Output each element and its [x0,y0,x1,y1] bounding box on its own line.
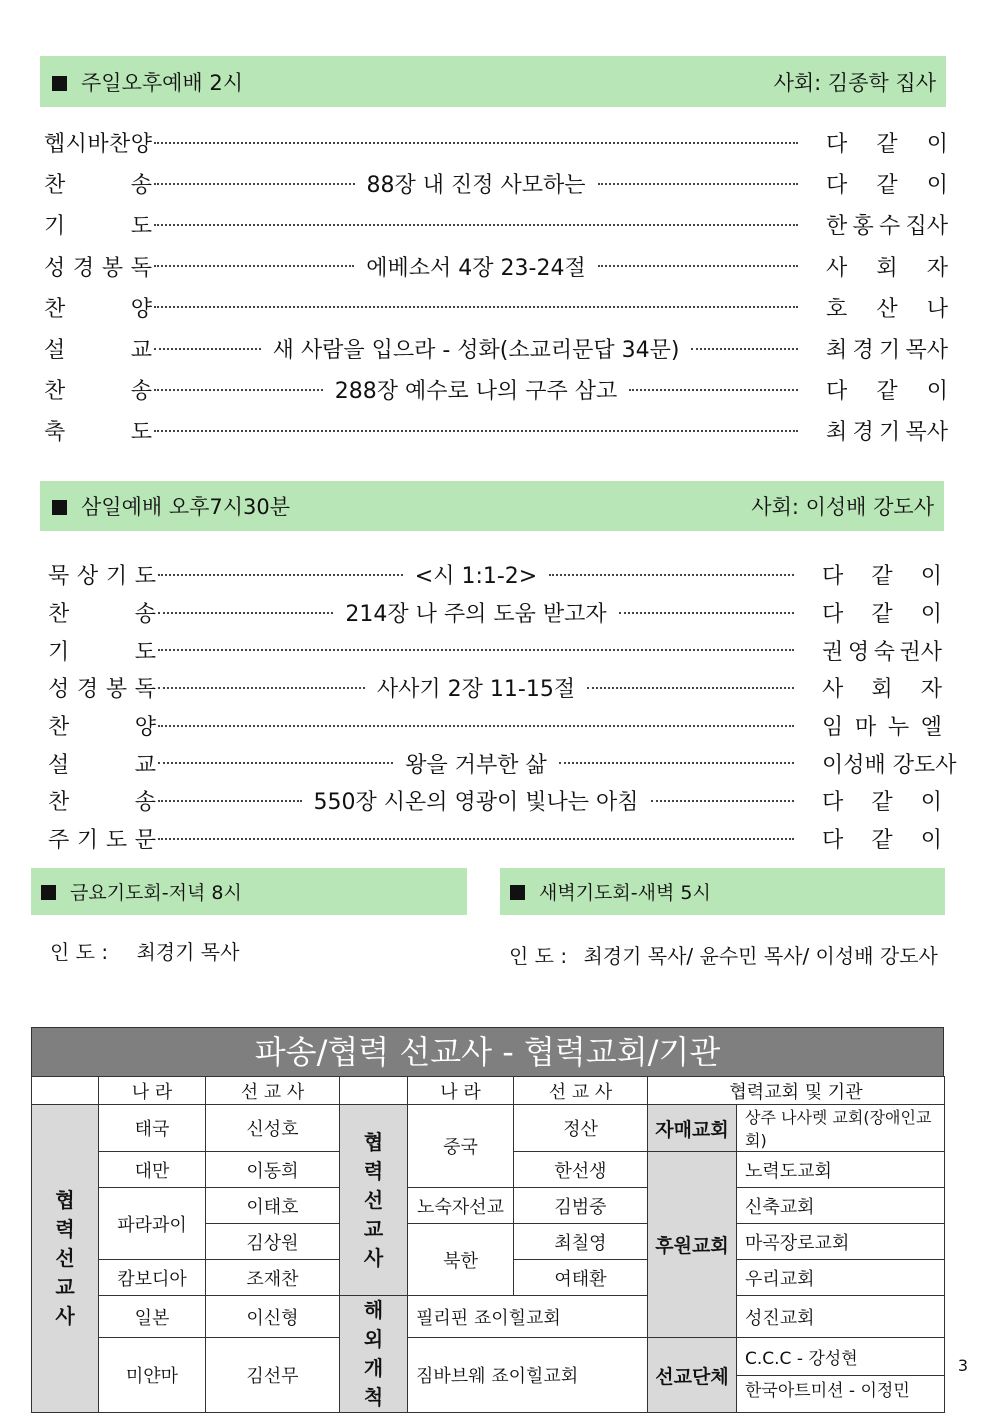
order-row [48,594,942,632]
label-char: 설 [48,752,70,778]
label-char: 찬 [44,296,66,322]
header-country-2: 나 라 [408,1077,514,1105]
person-char: 산 [876,296,898,322]
left-missionary: 이태호 [206,1188,340,1224]
order-item-detail: 왕을 거부한 삶 [405,752,547,778]
leader-dots [158,725,794,727]
person-char: 사 [826,255,848,281]
order-item-person [800,292,948,323]
order-item-label [48,597,156,628]
order-row [48,820,942,858]
person-char: 권 [822,639,844,665]
overseas-group-label [340,1296,408,1413]
square-bullet-icon [52,500,67,515]
sister-church-label: 자매교회 [648,1105,737,1152]
header-missionary: 선 교 사 [206,1077,340,1105]
dawn-leader [509,940,938,969]
label-char: 찬 [44,173,66,199]
person-char: 기 [878,338,901,364]
label-char: 시 [65,132,87,158]
label-char: 기 [48,639,70,665]
person-char: 다 [822,602,844,628]
person-char: 한 [826,214,848,240]
person-char: 회 [876,255,898,281]
mid-country: 북한 [408,1224,514,1296]
label-char: 주 [48,828,70,854]
person-char: 같 [876,132,898,158]
order-item-person [800,127,948,158]
order-item-detail: 214장 나 주의 도움 받고자 [345,602,607,628]
overseas-church: 짐바브웨 죠이힐교회 [408,1338,648,1413]
order-item-person [796,672,942,703]
friday-prayer-title: 금요기도회-저녁 8시 [70,882,242,904]
order-item-label [44,209,152,240]
mid-country: 중국 [408,1105,514,1188]
left-missionary: 김상원 [206,1224,340,1260]
order-item-person [800,168,948,199]
order-item-person [796,635,942,666]
square-bullet-icon [510,885,525,900]
order-item-person [800,333,948,364]
label-char: 설 [44,338,66,364]
label-char: 양 [130,296,152,322]
person-char: 영 [847,639,870,665]
missions-grid [31,1076,945,1413]
order-item-label [44,374,152,405]
order-item-detail: 288장 예수로 나의 구주 삼고 [334,379,618,405]
leader-dots [598,265,798,267]
mid-group-label [340,1105,408,1296]
order-item-detail: 새 사람을 입으라 - 성화(소교리문답 34문) [272,338,680,364]
order-item-label [44,415,152,446]
order-row [48,669,942,707]
order-item-person [796,785,942,816]
vertical-char: 선 [55,1246,75,1270]
leader-dots [154,142,798,144]
dawn-prayer-title: 새벽기도회-새벽 5시 [539,882,711,904]
sunday-service-host: 사회: 김종학 집사 [773,70,936,95]
leader-dots [158,762,393,764]
person-char: 마 [854,715,877,741]
person-char: 기 [878,420,901,446]
square-bullet-icon [52,76,67,91]
leader-dots [158,649,794,651]
person-char: 숙 [873,639,895,665]
person-char: 홍 [852,214,874,240]
support-church: 노력도교회 [737,1152,945,1188]
person-char: 다 [826,132,848,158]
label-char: 찬 [44,379,66,405]
person-char: 다 [822,564,844,590]
label-char: 교 [130,338,152,364]
order-row [48,631,942,669]
order-item-label [44,127,152,158]
leader-dots [154,183,355,185]
order-row [44,328,948,369]
vertical-char: 선 [363,1187,384,1212]
label-char: 상 [76,564,99,590]
header-country: 나 라 [99,1077,206,1105]
leader-dots [691,348,798,350]
person-char: 이 [926,379,948,405]
person-char: 이성배 강도사 [822,752,957,778]
mid-missionary: 최칠영 [514,1224,648,1260]
person-char: 나 [926,296,948,322]
order-row [48,556,942,594]
person-char: 이 [920,602,942,628]
label-char: 송 [130,379,152,405]
support-church: 성진교회 [737,1296,945,1338]
leader-dots [651,800,795,802]
vertical-char: 교 [363,1216,384,1241]
leader-dots [154,430,798,432]
label-char: 도 [134,639,156,665]
mid-missionary: 김범중 [514,1188,648,1224]
leader-dots [158,687,365,689]
label-char: 송 [130,173,152,199]
person-char: 같 [876,379,898,405]
wednesday-service-header [40,481,944,531]
leader-dots [549,574,794,576]
sunday-order-list [44,122,948,452]
label-char: 송 [134,790,156,816]
label-char: 기 [44,214,66,240]
order-row [44,204,948,245]
person-char: 이 [920,790,942,816]
person-char: 목사 [905,338,948,364]
person-char: 경 [852,420,874,446]
order-item-detail: <시 1:1-2> [414,564,538,590]
leader-dots [619,612,794,614]
friday-leader-name: 최경기 목사 [136,940,240,964]
vertical-char: 사 [363,1245,384,1270]
dawn-prayer-header [500,868,945,915]
person-char: 자 [920,677,942,703]
order-item-person [796,823,942,854]
left-group-label [32,1105,99,1413]
label-char: 찬 [48,602,70,628]
left-country: 미얀마 [99,1338,206,1413]
vertical-char: 해 [363,1298,384,1322]
vertical-char: 교 [55,1275,75,1299]
label-char: 봉 [105,677,128,703]
order-row [44,369,948,410]
leader-dots [154,389,323,391]
label-char: 헵 [44,132,66,158]
mission-orgs [737,1338,945,1413]
person-char: 회 [871,677,893,703]
label-char: 독 [130,255,152,281]
label-char: 봉 [101,255,124,281]
person-char: 누 [887,715,910,741]
mission-org: 한국아트미션 - 이정민 [745,1380,910,1401]
order-item-label [44,333,152,364]
person-char: 다 [822,828,844,854]
label-char: 찬 [48,790,70,816]
leader-dots [154,265,354,267]
leader-dots [629,389,798,391]
vertical-group-text [32,1186,98,1331]
order-item-label [48,672,156,703]
order-item-label [48,785,156,816]
left-country: 캄보디아 [99,1260,206,1296]
leader-dots [587,687,794,689]
sunday-service-title: 주일오후예배 2시 [81,70,244,95]
order-item-detail: 사사기 2장 11-15절 [376,677,576,703]
order-item-detail: 에베소서 4장 23-24절 [366,255,586,281]
order-item-label [48,559,156,590]
leader-dots [158,800,302,802]
leader-dots [598,183,799,185]
order-row [44,246,948,287]
left-country: 일본 [99,1296,206,1338]
left-missionary: 김선무 [206,1338,340,1413]
person-char: 같 [871,828,893,854]
dawn-leader-name: 최경기 목사/ 윤수민 목사/ 이성배 강도사 [583,944,938,968]
vertical-group-text [340,1296,407,1412]
label-char: 경 [72,255,95,281]
label-char: 양 [130,132,152,158]
person-char: 같 [876,173,898,199]
person-char: 임 [822,715,844,741]
overseas-church: 필리핀 죠이힐교회 [408,1296,648,1338]
person-char: 이 [920,564,942,590]
square-bullet-icon [41,885,56,900]
friday-prayer-header [31,868,467,915]
label-char: 기 [105,564,128,590]
sunday-service-header [40,56,946,107]
person-char: 사 [822,677,844,703]
leader-dots [158,574,403,576]
page-number: 3 [957,1356,968,1375]
label-char: 독 [134,677,156,703]
person-char: 목사 [905,420,948,446]
order-row [44,122,948,163]
mid-missionary: 한선생 [514,1152,648,1188]
person-char: 같 [871,790,893,816]
support-church: 마곡장로교회 [737,1224,945,1260]
person-char: 호 [826,296,848,322]
left-missionary: 조재찬 [206,1260,340,1296]
support-church: 신축교회 [737,1188,945,1224]
person-char: 같 [871,564,893,590]
vertical-char: 협 [55,1188,75,1212]
left-missionary: 이신형 [206,1296,340,1338]
vertical-char: 외 [363,1327,384,1351]
wednesday-service-title: 삼일예배 오후7시30분 [81,495,291,519]
order-row [44,163,948,204]
mid-missionary: 정산 [514,1105,648,1152]
leader-dots [559,762,794,764]
vertical-group-text [340,1128,407,1273]
leader-dots [154,348,261,350]
order-item-person [800,209,948,240]
order-item-detail: 550장 시온의 영광이 빛나는 아침 [313,790,639,816]
person-char: 이 [926,132,948,158]
order-item-label [44,168,152,199]
missions-title: 파송/협력 선교사 - 협력교회/기관 [31,1027,944,1076]
person-char: 집사 [905,214,948,240]
leader-dots [154,224,798,226]
mission-org: C.C.C - 강성현 [737,1344,944,1376]
leader-dots [154,306,798,308]
label-char: 양 [134,715,156,741]
header-missionary-2: 선 교 사 [514,1077,648,1105]
label-char: 성 [44,255,66,281]
label-char: 도 [134,564,156,590]
mid-country: 노숙자선교 [408,1188,514,1224]
label-char: 바 [87,132,109,158]
left-country: 대만 [99,1152,206,1188]
person-char: 이 [920,828,942,854]
label-char: 축 [44,420,66,446]
leader-dots [158,612,333,614]
order-row [48,707,942,745]
label-char: 도 [105,828,128,854]
label-char: 성 [48,677,70,703]
label-char: 기 [76,828,99,854]
person-char: 자 [926,255,948,281]
order-item-label [48,635,156,666]
order-item-label [44,292,152,323]
person-char: 이 [926,173,948,199]
label-char: 경 [76,677,99,703]
dawn-leader-label: 인 도 : [509,944,568,968]
label-char: 찬 [109,132,131,158]
person-char: 최 [826,338,848,364]
order-row [44,410,948,451]
sister-church: 상주 나사렛 교회(장애인교회) [737,1105,945,1152]
label-char: 교 [134,752,156,778]
order-row [48,782,942,820]
friday-leader-label: 인 도 : [50,940,109,964]
wednesday-service-host: 사회: 이성배 강도사 [751,495,934,519]
header-partner-churches: 협력교회 및 기관 [648,1077,945,1105]
label-char: 도 [130,420,152,446]
order-row [44,287,948,328]
person-char: 최 [826,420,848,446]
person-char: 다 [826,379,848,405]
wednesday-order-list [48,556,957,858]
label-char: 도 [130,214,152,240]
order-item-person [800,251,948,282]
person-char: 다 [826,173,848,199]
order-item-person [796,559,942,590]
vertical-char: 척 [363,1385,384,1409]
order-item-label [48,710,156,741]
order-item-detail: 88장 내 진정 사모하는 [366,173,586,199]
vertical-char: 개 [363,1356,384,1380]
order-item-label [48,748,156,779]
missions-table [31,1027,944,1413]
order-row [48,744,957,782]
support-church-label: 후원교회 [648,1152,737,1338]
leader-dots [158,838,794,840]
left-missionary: 신성호 [206,1105,340,1152]
support-church: 우리교회 [737,1260,945,1296]
person-char: 같 [871,602,893,628]
label-char: 묵 [48,564,70,590]
left-country: 파라과이 [99,1188,206,1260]
order-item-label [44,251,152,282]
order-item-person [796,748,957,779]
vertical-char: 사 [55,1304,75,1328]
mission-org-label: 선교단체 [648,1338,737,1413]
vertical-char: 력 [55,1217,75,1241]
mid-missionary: 여태환 [514,1260,648,1296]
order-item-person [800,374,948,405]
person-char: 수 [878,214,901,240]
friday-leader [50,936,239,965]
label-char: 문 [134,828,156,854]
person-char: 경 [852,338,874,364]
left-country: 태국 [99,1105,206,1152]
person-char: 엘 [920,715,942,741]
vertical-char: 협 [363,1129,384,1154]
vertical-char: 력 [363,1158,384,1183]
order-item-person [800,415,948,446]
person-char: 권사 [899,639,942,665]
order-item-person [796,710,942,741]
order-item-person [796,597,942,628]
person-char: 다 [822,790,844,816]
label-char: 송 [134,602,156,628]
order-item-label [48,823,156,854]
left-missionary: 이동희 [206,1152,340,1188]
label-char: 찬 [48,715,70,741]
